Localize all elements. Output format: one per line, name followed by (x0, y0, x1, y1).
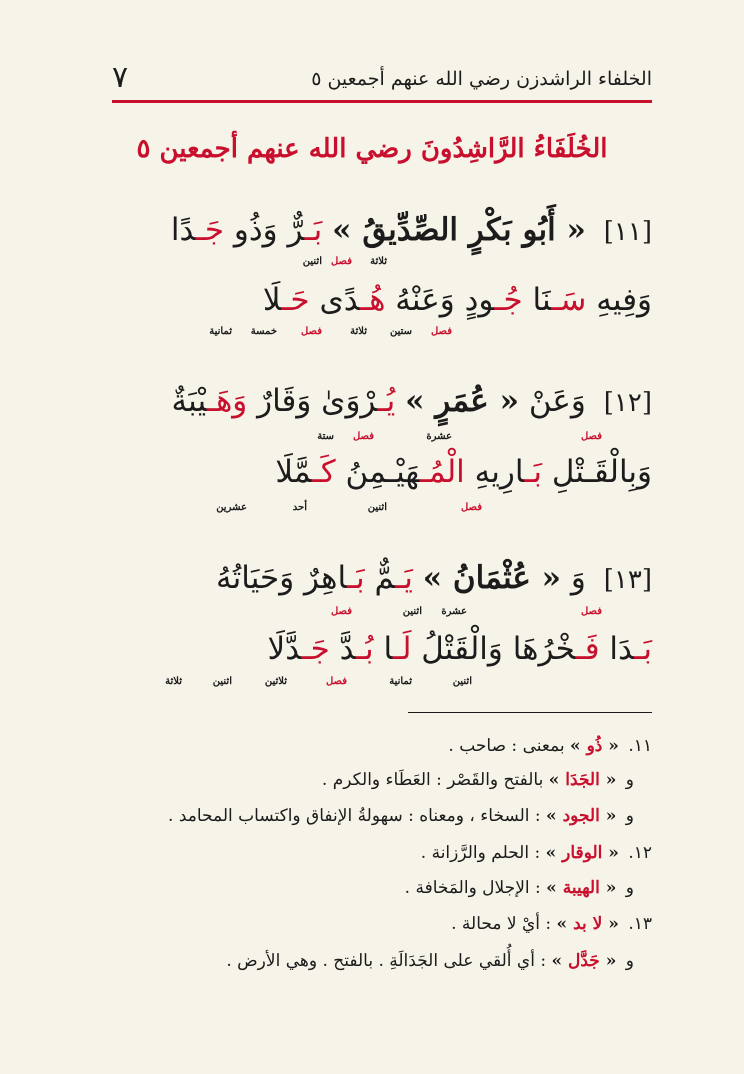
verse-13-line2 (92, 631, 652, 667)
footnote-text: : الحلم والرَّزانة . (420, 843, 541, 863)
footnote-text: : أيْ لا محالة . (451, 914, 552, 934)
verse-highlight: يَـ (395, 560, 413, 596)
verse-highlight: بَـ (346, 560, 365, 596)
footnote-term: « ذُو » (570, 736, 619, 756)
footnote-number: و (625, 878, 634, 898)
verse-text: اهِرٌ وَحَيَاتُهُ (216, 560, 347, 596)
verse-tag: عشرين (216, 502, 247, 513)
footnote-term: « جَدَّل » (551, 951, 617, 971)
verse-12-line2-tags (92, 502, 652, 518)
verse-12-line2 (92, 454, 652, 490)
verse-key-name: « عُمَرٍ » (405, 383, 519, 419)
verse-highlight: كَـ (311, 454, 336, 490)
verse-tag: فصل (325, 676, 347, 687)
verse-number: [١٣] (603, 565, 652, 595)
verse-12-line1-tags (92, 431, 652, 447)
verse-number: [١١] (603, 217, 652, 247)
footnote (74, 806, 634, 826)
verse-tag: خمسة (250, 326, 277, 337)
footnote-text: بمعنى : صاحب . (448, 736, 565, 756)
verse-prefix: وَعَنْ (518, 383, 586, 419)
verse-13-line1-tags (92, 606, 652, 622)
footnote-term: « الجود » (546, 806, 617, 826)
verse-tag: ثمانية (389, 676, 412, 687)
verse-highlight: لَـ (392, 631, 412, 667)
verse-tag: اثنين (302, 256, 322, 267)
verse-tag: اثنين (367, 502, 387, 513)
verse-tag: ثلاثة (370, 256, 387, 267)
footnote-word: الجَدَا (565, 770, 600, 790)
footnote-term: « الجَدَا » (548, 770, 617, 790)
verse-tag: اثنين (212, 676, 232, 687)
verse-tag: فصل (430, 326, 452, 337)
verse-highlight: سَـ (551, 282, 587, 318)
verse-text: رٌّ وَذُو (224, 212, 305, 248)
section-title: الخُلَفَاءُ الرَّاشِدُونَ رضي الله عنهم أجمعين ٥ (136, 134, 608, 164)
verse-text: يْبَةٌ (171, 383, 207, 419)
verse-12-line1 (92, 383, 652, 419)
verse-tag: فصل (300, 326, 322, 337)
verse-prefix: وَ (561, 560, 586, 596)
verse-highlight: هُـ (359, 282, 386, 318)
footnote-term: « الوقار » (545, 843, 619, 863)
footnote-divider (408, 712, 652, 713)
verse-highlight: بَـ (304, 212, 323, 248)
verse-tag: فصل (580, 606, 602, 617)
verse-tag: فصل (460, 502, 482, 513)
verse-11-line2-tags (92, 326, 652, 342)
verse-text: لَا (262, 282, 282, 318)
verse-tag: ستين (389, 326, 412, 337)
footnote-number: و (625, 770, 634, 790)
verse-tag: ثلاثين (264, 676, 287, 687)
verse-tag: فصل (352, 431, 374, 442)
footnote-text: : أي أُلقي على الجَدَالَةِ . بالفتح . وهي الأرض . (226, 951, 547, 971)
footnote-term: « الهيبة » (546, 878, 617, 898)
verse-11-line1-tags (92, 256, 652, 272)
footnote-word: الوقار (562, 843, 603, 863)
verse-text: هَيْـمِنُ (335, 454, 420, 490)
running-header (112, 60, 652, 103)
verse-segments (216, 560, 413, 596)
verse-text: دًى (309, 282, 360, 318)
verse-11-line1 (92, 212, 652, 248)
verse-highlight: جَـ (301, 631, 330, 667)
verse-text: ودٍ وَعَنْهُ (385, 282, 495, 318)
verse-segments (263, 282, 652, 318)
verse-tag: ثمانية (209, 326, 232, 337)
verse-segments (172, 383, 396, 419)
verse-highlight: وَهَـ (206, 383, 248, 419)
verse-key-name: « عُثْمَانُ » (422, 560, 562, 596)
verse-tag: فصل (330, 256, 352, 267)
verse-tag: فصل (330, 606, 352, 617)
footnote-word: الهيبة (562, 878, 600, 898)
verse-text: رْوَىٰ وَقَارٌ (247, 383, 378, 419)
footnote (74, 951, 634, 971)
footnote-word: لا بد (573, 914, 603, 934)
footnote-number: و (625, 806, 634, 826)
verse-highlight: بَـ (524, 454, 543, 490)
footnote-number: و (625, 951, 634, 971)
verse-text: دَا (599, 631, 635, 667)
verse-tag: ثلاثة (165, 676, 182, 687)
footnote-text: : السخاء ، ومعناه : سهولةُ الإنفاق واكتساب المحامد . (168, 806, 541, 826)
footnote (92, 914, 652, 934)
verse-highlight: فَـ (575, 631, 600, 667)
verse-13-line1 (92, 560, 652, 596)
verse-tag: عشرة (426, 431, 452, 442)
verse-highlight: جَـ (195, 212, 225, 248)
verse-highlight: الْمُـ (419, 454, 465, 490)
verse-text: مَّلَا (275, 454, 312, 490)
footnote (92, 736, 652, 756)
footnote-number: ١١. (628, 736, 652, 756)
verse-highlight: جُـ (494, 282, 523, 318)
verse-text: دًا (170, 212, 196, 248)
footnote (74, 770, 634, 790)
verse-13-line2-tags (92, 676, 652, 692)
footnote-text: : الإجلال والمَخافة . (404, 878, 541, 898)
verse-segments (275, 454, 652, 490)
verse-highlight: يُـ (377, 383, 396, 419)
verse-text: دَّلَا (267, 631, 302, 667)
verse-tag: أحد (292, 502, 307, 513)
verse-text: مٌّ (364, 560, 396, 596)
footnote (92, 843, 652, 863)
footnote-text: بالفتح والقَصْر : العَطَاء والكرم . (321, 770, 544, 790)
footnote-number: ١٣. (628, 914, 652, 934)
verse-text: وَفِيهِ (586, 282, 652, 318)
footnote-word: جَدَّل (568, 951, 600, 971)
verse-tag: اثنين (402, 606, 422, 617)
verse-tag: ثلاثة (350, 326, 367, 337)
page-number: ٧ (112, 60, 129, 95)
verse-text: وَبِالْقَـ (584, 454, 652, 490)
verse-key-name: « أَبُو بَكْرٍ الصِّدِّيقُ » (332, 212, 586, 248)
verse-text: تْلِ (542, 454, 585, 490)
verse-highlight: حَـ (281, 282, 310, 318)
footnote-word: ذُو (586, 736, 603, 756)
verse-tag: ستة (317, 431, 334, 442)
verse-text: ا (373, 631, 393, 667)
footnote (74, 878, 634, 898)
verse-11-line2 (92, 282, 652, 318)
footnote-term: « لا بد » (556, 914, 619, 934)
verse-tag: فصل (580, 431, 602, 442)
verse-tag: عشرة (441, 606, 467, 617)
header-title: الخلفاء الراشدزن رضي الله عنهم أجمعين ٥ (311, 68, 652, 90)
verse-highlight: بَـ (634, 631, 652, 667)
verse-text: ارِيهِ (464, 454, 525, 490)
verse-number: [١٢] (603, 388, 652, 418)
footnote-word: الجود (562, 806, 600, 826)
verse-text: نَا (522, 282, 552, 318)
verse-highlight: بُـ (355, 631, 374, 667)
verse-segments (171, 212, 322, 248)
verse-text: خْرُهَا وَالْقَتْلُ (411, 631, 576, 667)
footnote-number: ١٢. (628, 843, 652, 863)
verse-segments (268, 631, 652, 667)
verse-tag: اثنين (452, 676, 472, 687)
verse-text: دَّ (329, 631, 356, 667)
